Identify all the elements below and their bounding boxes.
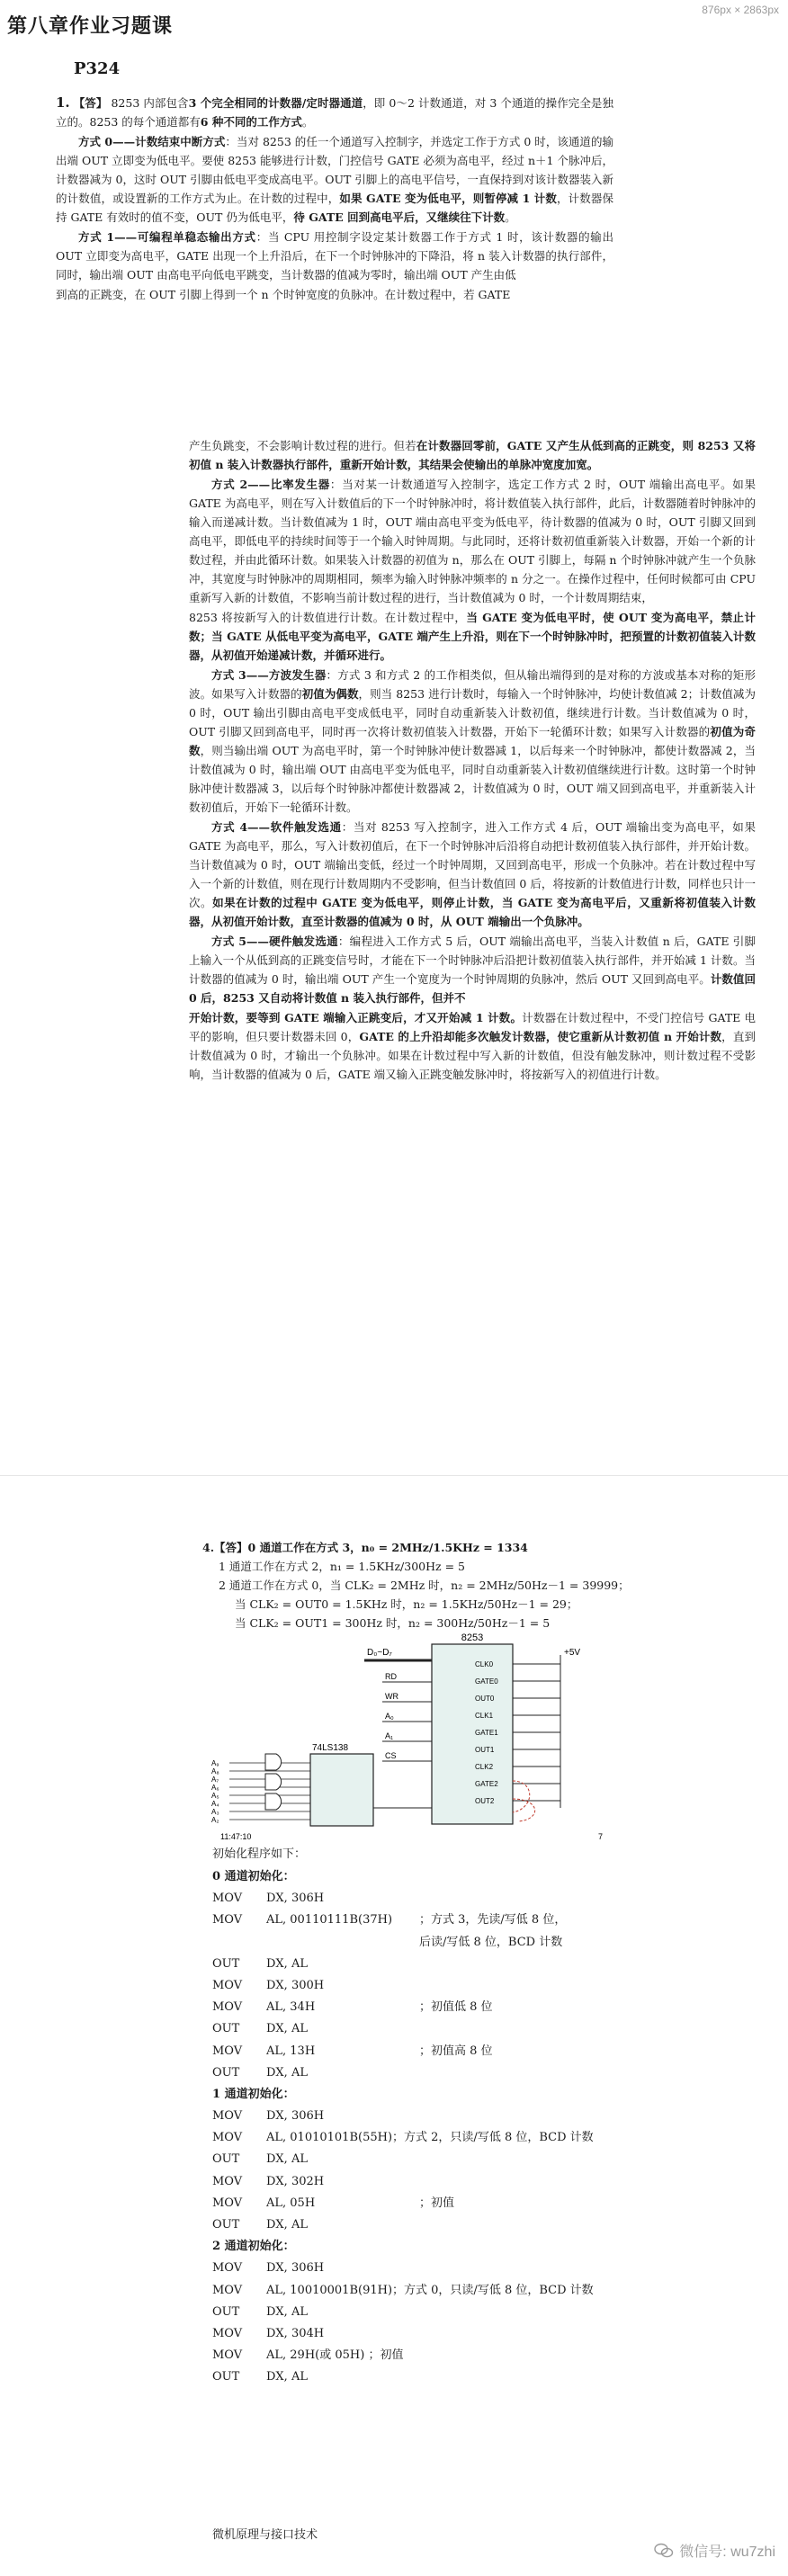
logic-gates [211,1754,310,1824]
code-line [212,2171,770,2193]
mode0-title: 方式 0——计数结束中断方式 [78,135,226,148]
mode3-emphasis: 初值为奇数 [189,725,756,757]
circuit-diagram [202,1628,670,1848]
code-line [212,2149,770,2170]
code-line [212,2193,770,2214]
pin-label: OUT2 [475,1797,495,1805]
jumper-wire [513,1799,535,1821]
page-reference: P324 [74,59,121,78]
mode0-text: ，计数器保持 GATE 有效时的值不变，OUT 仍为低电平， [56,192,613,224]
mode0-paragraph [56,132,613,227]
code-operand: DX, AL [266,2370,308,2384]
code-opcode: MOV [212,1892,243,1906]
pin-label: GATE0 [475,1677,498,1686]
code-line [212,2258,770,2279]
image-dimension-label: 876px × 2863px [702,4,779,16]
code-heading-text: 2 通道初始化： [212,2240,295,2254]
watermark-text: 微信号: wu7zhi [679,2545,775,2560]
code-opcode: OUT [212,2370,240,2384]
answer-4-block [202,1538,760,1632]
code-line [212,2062,770,2084]
code-opcode: MOV [212,2348,243,2363]
code-operand: AL, 10010001B(91H)；方式 0，只读/写低 8 位，BCD 计数 [266,2283,594,2297]
code-opcode: MOV [212,2196,243,2210]
and-gate [265,1754,282,1770]
data-bus-label: D₀~D₇ [367,1648,392,1658]
code-line [212,2323,770,2345]
code-section-heading [212,2236,770,2258]
code-opcode: OUT [212,2304,240,2319]
code-line [212,2302,770,2323]
code-opcode: OUT [212,1956,240,1971]
pin-label: OUT0 [475,1695,495,1703]
q4-line: 当 CLK₂ = OUT0 = 1.5KHz 时，n₂ = 1.5KHz/50Hz－1 = 29； [235,1597,578,1611]
pin-label: CS [385,1751,397,1760]
mode1-tail-paragraph [189,436,756,474]
q1-text: 。 [301,115,314,129]
mode4-emphasis: 如果在计数的过程中 GATE 变为低电平，则停止计数，当 GATE 变为高电平后，又重新将初值装入计数器，从初值开始计数，直至计数器的值减为 0 时，从 OUT 端输出一个负脉冲。 [189,896,756,928]
mode3-text: ，则当输出端 OUT 为高电平时，第一个时钟脉冲使计数器减 1，以后每来一个时钟脉冲，都使计数器减 2，当计数值减为 0 时，输出端 OUT 由高电平变为低电平，同时自动重新装入计数初值继续进行计数。这时第一个时钟脉冲使计数器减 3，以后每个时钟脉冲都使计数器减 2，计数值减为 0 时，OUT 端又回到高电平，并重新装入计数初值后，开始下一轮循环计数。 [189,744,756,814]
jumper-wire [513,1781,530,1812]
code-opcode: OUT [212,2218,240,2232]
code-opcode: MOV [212,2131,243,2145]
code-comment: 后读/写低 8 位，BCD 计数 [419,1935,563,1949]
footer-note: 微机原理与接口技术 [212,2528,318,2542]
chip-left-pins [382,1672,432,1761]
q1-text: 8253 内部包含 [111,96,189,110]
vcc-label: +5V [564,1648,581,1658]
mode3-title: 方式 3——方波发生器 [211,668,327,682]
code-opcode: MOV [212,2326,243,2340]
code-intro: 初始化程序如下： [212,1847,307,1861]
mode1-title: 方式 1——可编程单稳态输出方式 [78,230,256,244]
address-pin-label: A₇ [211,1775,219,1784]
code-line [212,2280,770,2302]
code-line [212,1932,770,1954]
chip-8253 [432,1644,513,1824]
code-opcode: OUT [212,2152,240,2167]
pin-label: CLK1 [475,1712,494,1720]
mode5-text: 计数器在计数过程中，不受门控信号 GATE 电平的影响，但只要计数器未回 0， [189,1011,756,1043]
code-operand: DX, 304H [266,2326,325,2340]
diagram-page-mark: 7 [598,1832,604,1841]
mode3-emphasis: 初值为偶数 [301,687,359,701]
chip-74ls138-label: 74LS138 [312,1743,349,1753]
code-operand: AL, 01010101B(55H)；方式 2，只读/写低 8 位，BCD 计数 [266,2131,594,2145]
q1-text: ，即 0～2 计数通道，对 3 个通道的操作完全是独立的。8253 的每个通道都有 [56,96,613,129]
code-operand: DX, AL [266,2304,308,2319]
mode0-text: ：当对 8253 的任一个通道写入控制字，并选定工作于方式 0 时，该通道的输出端 OUT 立即变为低电平。要使 8253 能够进行计数，门控信号 GATE 必须为高电平，经过 n＋1 个脉冲后，计数器减为 0，这时 OUT 引脚由低电平变成高电平。OUT 引脚上的高电平信号，一直保持到对该计数器装入新的计数值，或设置新的工作方式为止。在计数的过程中， [56,135,613,205]
code-operand: AL, 29H(或 05H) ；初值 [266,2348,404,2363]
mode1-tail-emphasis: 在计数器回零前，GATE 又产生从低到高的正跳变，则 8253 又将初值 n 装入计数器执行部件，重新开始计数，其结果会使输出的单脉冲宽度加宽。 [189,439,756,471]
wechat-icon [654,2543,674,2559]
assembly-code-block [212,1866,770,2389]
and-gate [265,1793,282,1810]
code-opcode: OUT [212,2022,240,2036]
code-operand: DX, 306H [266,2109,325,2124]
code-opcode: OUT [212,2065,240,2080]
q1-emphasis: 6 种不同的工作方式 [200,115,302,129]
pin-label: GATE1 [475,1729,498,1737]
code-line [212,2214,770,2236]
mode2-emphasis: 当 GATE 变为低电平时，使 OUT 变为高电平，禁止计数；当 GATE 从低电平变为高电平，GATE 端产生上升沿，则在下一个时钟脉冲时，把预置的计数初值装入计数器，从初值开始递减计数，并循环进行。 [189,611,756,662]
pin-label: GATE2 [475,1780,498,1788]
mode1-tail-text: 产生负跳变，不会影响计数过程的进行。但若 [189,439,416,452]
code-operand: DX, AL [266,2022,308,2036]
mode2-paragraph-cont [189,608,756,665]
mode4-text: ：当对 8253 写入控制字，进入工作方式 4 后，OUT 端输出变为高电平，如果 GATE 为高电平，那么，写入计数初值后，在下一个时钟脉冲后沿将自动把计数初值装入执行部件，并开始计数。当计数值减为 0 时，OUT 端输出变低，经过一个时钟周期，又回到高电平，形成一个负脉冲。若在计数过程中写入一个新的计数值，则在现行计数周期内不受影响，但当计数值回 0 后，将按新的计数值进行计数，同样也只计一次。 [189,820,756,909]
mode5-text: ：编程进入工作方式 5 后，OUT 端输出高电平，当装入计数值 n 后，GATE 引脚上输入一个从低到高的正跳变信号时，才能在下一个时钟脉冲后沿把计数初值装入执行部件，并开始减 1 计数。当计数器的值减为 0 时，输出端 OUT 产生一个宽度为一个时钟周期的负脉冲，然后 OUT 又回到高电平。 [189,935,756,986]
answer-1-block [56,94,613,305]
answer-1-continued-block [189,436,756,1085]
mode4-paragraph [189,818,756,931]
q4-line: 1 通道工作在方式 2，n₁ = 1.5KHz/300Hz = 5 [219,1560,465,1573]
code-operand: AL, 34H [266,2000,316,2015]
mode1-paragraph [56,228,613,284]
mode4-title: 方式 4——软件触发选通 [211,820,342,834]
code-line [212,2127,770,2149]
mode5-emphasis: GATE 的上升沿却能多次触发计数器，使它重新从计数初值 n 开始计数 [359,1030,722,1043]
q4-line: 4.【答】0 通道工作在方式 3，n₀ = 2MHz/1.5KHz = 1334 [202,1541,528,1554]
code-operand: AL, 13H [266,2044,316,2058]
mode0-emphasis: 待 GATE 回到高电平后，又继续往下计数 [293,210,506,224]
mode2-title: 方式 2——比率发生器 [211,478,330,491]
mode3-paragraph [189,666,756,817]
code-line [212,1910,770,1931]
pin-label: RD [385,1672,397,1681]
mode5-emphasis: 计数值回 0 后，8253 又自动将计数值 n 装入执行部件，但并不 [189,972,756,1005]
chip-right-pins [475,1660,560,1805]
code-heading-text: 0 通道初始化： [212,1870,295,1883]
mode2-text: ：当对某一计数通道写入控制字，选定工作方式 2 时，OUT 端输出高电平。如果 GATE 为高电平，则在写入计数值后的下一个时钟脉冲时，将计数值装入执行部件，此后，计数器随着时钟脉冲的输入而递减计数。当计数值减为 1 时，OUT 端由高电平变为低电平，待计数器的值减为 0 时，OUT 引脚又回到高电平，即低电平的持续时间等于一个输入时钟周期。与此同时，还将计数初值重新装入计数器，开始一个新的计数过程，并由此循环计数。如果装入计数器的初值为 n，那么在 OUT 引脚上，每隔 n 个时钟脉冲就产生一个负脉冲，其宽度与时钟脉冲的周期相同，频率为输入时钟脉冲频率的 n 分之一。在操作过程中，任何时候都可由 CPU 重新写入新的计数值，不影响当前计数过程的进行，当计数值减为 0 时，一个计数周期结束， [189,478,756,604]
mode3-text: ，则当 8253 进行计数时，每输入一个时钟脉冲，均使计数值减 2；计数值减为 0 时，OUT 输出引脚由高电平变成低电平，同时自动重新装入计数初值，继续进行计数。当计数值减为 0 时，OUT 引脚又回到高电平，同时再一次将计数初值装入计数器，开始下一轮循环计数；如果写入计数器的 [189,687,756,738]
code-line [212,2345,770,2366]
mode2-paragraph [189,475,756,607]
address-pin-label: A₆ [211,1784,219,1792]
pin-label: A₁ [385,1731,394,1740]
q1-intro [56,94,613,131]
mode0-emphasis: 如果 GATE 变为低电平，则暂停减 1 计数 [339,192,558,205]
q1-emphasis: 3 个完全相同的计数器/定时器通道 [188,96,363,110]
code-operand: DX, AL [266,1956,308,1971]
code-operand: AL, 05H [266,2196,316,2210]
mode1-text: ：当 CPU 用控制字设定某计数器工作于方式 1 时，该计数器的输出 OUT 立即变为高电平，GATE 出现一个上升沿后，在下一个时钟脉冲的下降沿，将 n 装入计数器的执行部件，同时，输出端 OUT 由高电平向低电平跳变，当计数器的值减为零时，输出端 OUT 产生由低 [56,230,613,282]
code-opcode: MOV [212,2109,243,2124]
mode5-title: 方式 5——硬件触发选通 [211,935,338,948]
pin-label: CLK0 [475,1660,494,1668]
code-comment: ；初值 [419,2196,455,2210]
code-operand: DX, 302H [266,2174,325,2188]
code-opcode: MOV [212,1978,243,1992]
code-operand: DX, AL [266,2065,308,2080]
chip-8253-label: 8253 [461,1632,484,1643]
code-line [212,2018,770,2040]
code-comment: ；初值低 8 位 [419,2000,493,2015]
code-opcode: MOV [212,2044,243,2058]
address-pin-label: A₂ [211,1816,219,1824]
code-operand: DX, AL [266,2152,308,2167]
code-operand: DX, AL [266,2218,308,2232]
q4-line: 2 通道工作在方式 0，当 CLK₂ = 2MHz 时，n₂ = 2MHz/50Hz－1 = 39999； [219,1579,630,1592]
pin-label: CLK2 [475,1763,494,1771]
code-comment: ；方式 3，先读/写低 8 位， [419,1913,567,1928]
code-section-heading [212,1866,770,1888]
and-gate [265,1774,282,1790]
code-operand: DX, 300H [266,1978,325,1992]
code-operand: AL, 00110111B(37H) [266,1913,393,1928]
code-opcode: MOV [212,2174,243,2188]
mode5-paragraph-cont [189,1008,756,1084]
question-number: 1. [56,94,70,111]
mode5-emphasis: 开始计数，要等到 GATE 端输入正跳变后，才又开始减 1 计数。 [189,1011,523,1024]
code-operand: DX, 306H [266,1892,325,1906]
chapter-title: 第八章作业习题课 [7,14,174,38]
code-opcode: MOV [212,1913,243,1928]
mode2-text: 8253 将按新写入的计数值进行计数。在计数过程中， [189,611,467,624]
address-pin-label: A₅ [211,1792,219,1800]
mode0-text: 。 [505,210,516,224]
code-section-heading [212,2084,770,2106]
code-heading-text: 1 通道初始化： [212,2087,295,2101]
pin-label: OUT1 [475,1746,495,1754]
address-pin-label: A₈ [211,1767,219,1775]
code-opcode: MOV [212,2000,243,2015]
code-opcode: MOV [212,2261,243,2276]
diagram-timestamp: 11:47:10 [220,1832,252,1841]
pin-label: A₀ [385,1712,394,1721]
address-pin-label: A₉ [211,1759,219,1767]
code-operand: DX, 306H [266,2261,325,2276]
code-line [212,2106,770,2127]
q4-line: 当 CLK₂ = OUT1 = 300Hz 时，n₂ = 300Hz/50Hz－1 = 5 [235,1616,551,1630]
code-line [212,2041,770,2062]
code-comment: ；初值高 8 位 [419,2044,493,2058]
pin-label: WR [385,1692,398,1701]
mode5-text: ，直到计数值减为 0 时，才输出一个负脉冲。如果在计数过程中写入新的计数值，但没有触发脉冲，则计数过程不受影响，当计数器的值减为 0 后，GATE 端又输入正跳变触发脉冲时，将按新写入的初值进行计数。 [189,1030,756,1081]
chip-74ls138 [310,1754,373,1826]
code-line [212,1975,770,1997]
watermark [654,2540,775,2561]
answer-tag: 【答】 [73,96,108,110]
code-opcode: MOV [212,2283,243,2297]
mode1-continuation: 到高的正跳变，在 OUT 引脚上得到一个 n 个时钟宽度的负脉冲。在计数过程中，若 GATE [56,288,511,301]
mode3-text: ：方式 3 和方式 2 的工作相类似，但从输出端得到的是对称的方波或基本对称的矩形波。如果写入计数器的 [189,668,756,701]
address-pin-label: A₄ [211,1800,219,1808]
address-pin-label: A₃ [211,1808,219,1816]
code-line [212,2366,770,2388]
code-line [212,1888,770,1910]
code-line [212,1997,770,2018]
mode5-paragraph [189,932,756,1007]
code-line [212,1954,770,1975]
